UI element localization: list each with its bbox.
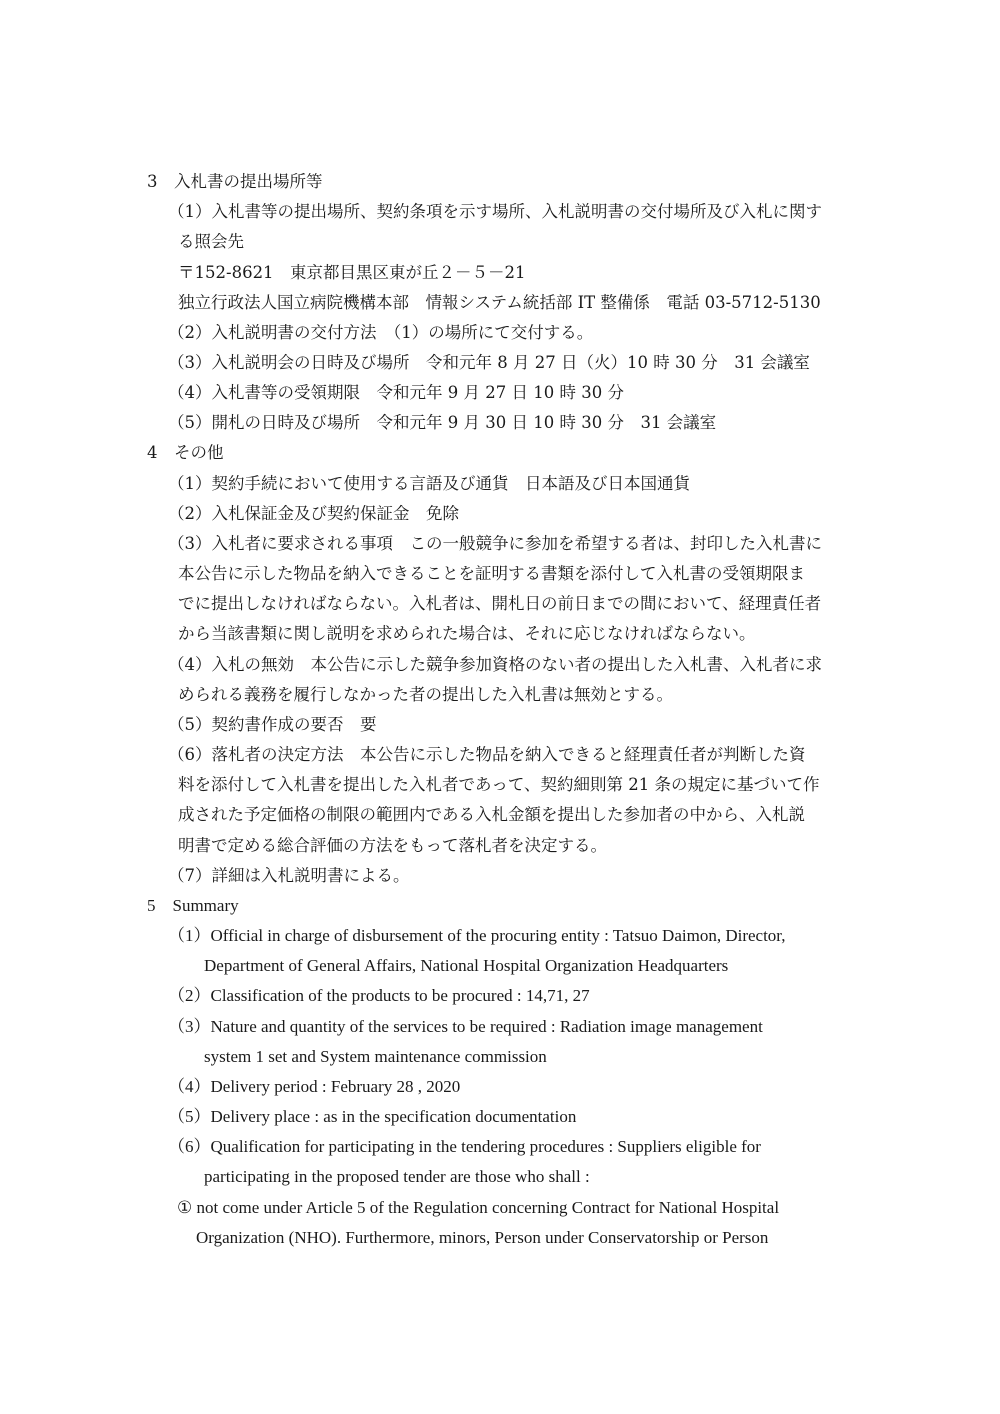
body-line: （1）契約手続において使用する言語及び通貨 日本語及び日本国通貨: [168, 474, 690, 493]
body-line: でに提出しなければならない。入札者は、開札日の前日までの間において、経理責任者: [178, 594, 822, 613]
body-line: 明書で定める総合評価の方法をもって落札者を決定する。: [178, 836, 607, 855]
body-line: から当該書類に関し説明を求められた場合は、それに応じなければならない。: [178, 624, 756, 643]
body-line: （4）入札書等の受領期限 令和元年 9 月 27 日 10 時 30 分: [168, 383, 624, 402]
body-line: 〒152-8621 東京都目黒区東が丘２－５－21: [178, 263, 526, 282]
summary-line: （1）Official in charge of disbursement of the procuring entity : Tatsuo Daimon, Director,: [168, 926, 786, 945]
summary-line: system 1 set and System maintenance commission: [204, 1047, 547, 1066]
body-line: （6）落札者の決定方法 本公告に示した物品を納入できると経理責任者が判断した資: [168, 745, 806, 764]
body-line: （3）入札者に要求される事項 この一般競争に参加を希望する者は、封印した入札書に: [168, 534, 822, 553]
body-line: （2）入札保証金及び契約保証金 免除: [168, 504, 459, 523]
summary-line: participating in the proposed tender are those who shall :: [204, 1167, 590, 1186]
body-line: （5）契約書作成の要否 要: [168, 715, 377, 734]
body-line: （3）入札説明会の日時及び場所 令和元年 8 月 27 日（火）10 時 30 分 31 会議室: [168, 353, 810, 372]
summary-line: ① not come under Article 5 of the Regulation concerning Contract for National Hospital: [177, 1198, 780, 1217]
summary-line: Department of General Affairs, National Hospital Organization Headquarters: [204, 956, 729, 975]
body-line: （4）入札の無効 本公告に示した競争参加資格のない者の提出した入札書、入札者に求: [168, 655, 822, 674]
summary-line: （5）Delivery place : as in the specification documentation: [168, 1107, 577, 1126]
summary-line: （4）Delivery period : February 28 , 2020: [168, 1077, 461, 1096]
summary-line: （6）Qualification for participating in the tendering procedures : Suppliers eligible for: [168, 1137, 761, 1156]
body-line: められる義務を履行しなかった者の提出した入札書は無効とする。: [178, 685, 673, 704]
section-heading-3: 3 入札書の提出場所等: [147, 172, 323, 191]
body-line: （7）詳細は入札説明書による。: [168, 866, 410, 885]
section-heading-4: 4 その他: [147, 443, 224, 462]
body-line: （1）入札書等の提出場所、契約条項を示す場所、入札説明書の交付場所及び入札に関す: [168, 202, 822, 221]
body-line: （2）入札説明書の交付方法 （1）の場所にて交付する。: [168, 323, 594, 342]
summary-line: Organization (NHO). Furthermore, minors, Person under Conservatorship or Person: [196, 1228, 769, 1247]
body-line: 成された予定価格の制限の範囲内である入札金額を提出した参加者の中から、入札説: [178, 805, 805, 824]
body-line: る照会先: [178, 232, 244, 251]
body-line: 独立行政法人国立病院機構本部 情報システム統括部 IT 整備係 電話 03-5712-5130: [178, 293, 821, 312]
section-heading-5: 5 Summary: [147, 896, 239, 915]
summary-line: （2）Classification of the products to be procured : 14,71, 27: [168, 986, 590, 1005]
summary-line: （3）Nature and quantity of the services to be required : Radiation image management: [168, 1017, 763, 1036]
body-line: 料を添付して入札書を提出した入札者であって、契約細則第 21 条の規定に基づいて作: [178, 775, 820, 794]
body-line: （5）開札の日時及び場所 令和元年 9 月 30 日 10 時 30 分 31 会議室: [168, 413, 717, 432]
body-line: 本公告に示した物品を納入できることを証明する書類を添付して入札書の受領期限ま: [178, 564, 805, 583]
